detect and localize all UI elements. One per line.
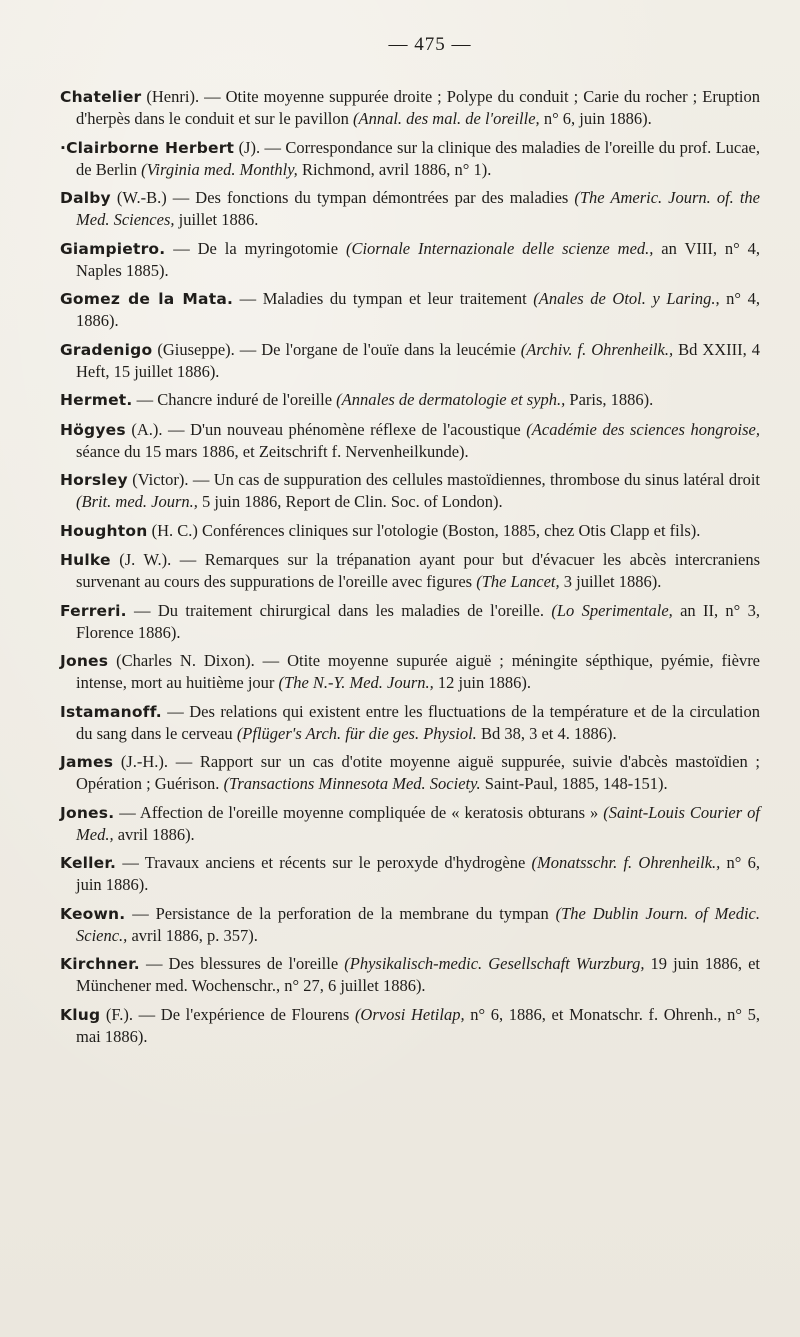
entry-details: n° 4, 1886). bbox=[76, 289, 760, 330]
entry-details: Bd XXIII, 4 Heft, 15 juillet 1886). bbox=[76, 339, 760, 381]
entry-details: Saint-Paul, 1885, 148-151). bbox=[480, 774, 668, 793]
entry-journal: (Transactions Minnesota Med. Society. bbox=[223, 774, 481, 793]
entry-first-name: (J. W.). bbox=[119, 550, 172, 569]
entry-author: Keown. bbox=[60, 904, 126, 923]
entry-author: Klug bbox=[60, 1005, 101, 1024]
entry-journal: (Brit. med. Journ., bbox=[76, 492, 198, 511]
entry-author: Chatelier bbox=[60, 88, 142, 106]
entry-author: Ferreri. bbox=[60, 601, 127, 620]
entry-journal: (The Lancet, bbox=[476, 572, 560, 591]
entry-first-name: (Giuseppe). bbox=[157, 339, 235, 359]
entry-author: Kirchner. bbox=[60, 955, 140, 973]
entry-title: — De la myringotomie bbox=[165, 238, 346, 258]
entry-first-name: (W.-B.) bbox=[116, 188, 167, 207]
bibliography-entry bbox=[60, 802, 760, 845]
entry-author: Giampietro. bbox=[60, 239, 166, 258]
entry-details: avril 1886). bbox=[113, 824, 195, 844]
bibliography-entry bbox=[60, 1004, 760, 1047]
entry-details: juillet 1886. bbox=[174, 210, 259, 229]
page-number: — 475 — bbox=[388, 34, 472, 55]
bibliography-entry bbox=[60, 288, 760, 331]
entry-title: — Remarques sur la trépanation ayant pour but d'évacuer les abcès intercraniens survenant au cours des suppurations de l'oreille avec figures bbox=[76, 550, 760, 591]
entry-author: Hulke bbox=[60, 551, 111, 569]
entry-title: — Des relations qui existent entre les fluctuations de la température et de la circulation du sang dans le cerveau bbox=[76, 701, 760, 743]
entry-details: Richmond, avril 1886, n° 1). bbox=[297, 159, 492, 179]
bibliography-entry bbox=[60, 238, 760, 281]
bibliography-entry bbox=[60, 86, 760, 129]
entry-first-name: (J). bbox=[238, 137, 261, 157]
bibliography-entry bbox=[60, 419, 760, 462]
bibliography-entry bbox=[60, 520, 760, 542]
entry-author: ·Clairborne Herbert bbox=[60, 138, 235, 157]
entry-title: — De l'expérience de Flourens bbox=[133, 1004, 355, 1024]
bibliography-entry bbox=[60, 701, 760, 744]
entry-first-name: (J.-H.). bbox=[120, 752, 169, 771]
entry-title: — Correspondance sur la clinique des maladies de l'oreille du prof. Lucae, de Berlin bbox=[76, 137, 761, 179]
bibliography-entry bbox=[60, 549, 760, 592]
entry-author: Keller. bbox=[60, 854, 117, 872]
entry-journal: (The Americ. Journ. of. the Med. Sciences, bbox=[76, 188, 760, 229]
bibliography-entry bbox=[60, 903, 760, 946]
entry-details: n° 6, 1886, et Monatschr. f. Ohrenh., n° 5, mai 1886). bbox=[76, 1004, 760, 1046]
entry-title: — Persistance de la perforation de la membrane du tympan bbox=[125, 903, 556, 923]
entry-journal: (Archiv. f. Ohrenheilk., bbox=[520, 339, 674, 359]
entry-details: Paris, 1886). bbox=[565, 390, 654, 409]
bibliography-entry bbox=[60, 187, 760, 230]
entry-author: Hermet. bbox=[60, 391, 133, 409]
entry-journal: (Anales de Otol. y Laring., bbox=[533, 289, 720, 308]
entry-journal: (Orvosi Hetilap, bbox=[354, 1004, 465, 1024]
entry-title: — Un cas de suppuration des cellules mastoïdiennes, thrombose du sinus latéral droit bbox=[188, 470, 761, 489]
entry-details: an VIII, n° 4, Naples 1885). bbox=[76, 238, 761, 280]
entry-author: Dalby bbox=[60, 189, 111, 207]
entry-title: — D'un nouveau phénomène réflexe de l'acoustique bbox=[162, 419, 527, 439]
entry-title: — Maladies du tympan et leur traitement bbox=[233, 289, 534, 308]
bibliography-entry bbox=[60, 650, 760, 693]
bibliography-entry bbox=[60, 751, 760, 794]
entry-journal: (Saint-Louis Courier of Med., bbox=[76, 802, 760, 844]
entry-author: Jones. bbox=[60, 803, 115, 822]
entry-title: — Chancre induré de l'oreille bbox=[132, 390, 337, 409]
entry-first-name: (H. C.) bbox=[151, 520, 198, 540]
bibliography-entry bbox=[60, 600, 760, 643]
bibliography-list bbox=[60, 86, 760, 1047]
bibliography-entry bbox=[60, 339, 760, 382]
entry-details: 19 juin 1886, et Münchener med. Wochenschr., n° 27, 6 juillet 1886). bbox=[76, 954, 760, 995]
entry-author: James bbox=[60, 753, 114, 771]
entry-author: Gomez de la Mata. bbox=[60, 290, 234, 308]
entry-title: — Rapport sur un cas d'otite moyenne aiguë suppurée, suivie d'abcès mastoïdien ; Opération ; Guérison. bbox=[76, 752, 761, 793]
entry-title: — Otite moyenne suppurée droite ; Polype du conduit ; Carie du rocher ; Eruption d'herpès dans le conduit et sur le pavillon bbox=[76, 87, 760, 128]
entry-title: — Travaux anciens et récents sur le peroxyde d'hydrogène bbox=[116, 853, 532, 872]
entry-author: Högyes bbox=[60, 420, 126, 439]
entry-author: Gradenigo bbox=[60, 340, 153, 359]
entry-journal: (Académie des sciences hongroise, bbox=[526, 419, 760, 439]
entry-title: — De l'organe de l'ouïe dans la leucémie bbox=[234, 339, 521, 359]
entry-details: n° 6, juin 1886). bbox=[76, 853, 760, 894]
entry-journal: (Ciornale Internazionale delle scienze med., bbox=[345, 238, 654, 258]
entry-journal: (Pflüger's Arch. für die ges. Physiol. bbox=[236, 723, 477, 743]
entry-details: avril 1886, p. 357). bbox=[127, 925, 258, 945]
bibliography-entry bbox=[60, 852, 760, 895]
entry-title: — Des fonctions du tympan démontrées par des maladies bbox=[166, 188, 575, 207]
entry-journal: (Annales de dermatologie et syph., bbox=[336, 390, 566, 409]
entry-details: Bd 38, 3 et 4. 1886). bbox=[476, 723, 617, 743]
entry-author: Jones bbox=[60, 652, 109, 670]
entry-journal: (Annal. des mal. de l'oreille, bbox=[353, 109, 540, 128]
bibliography-entry bbox=[60, 389, 760, 411]
bibliography-entry bbox=[60, 469, 760, 512]
entry-journal: (Physikalisch-medic. Gesellschaft Wurzburg, bbox=[344, 954, 645, 973]
entry-author: Horsley bbox=[60, 471, 128, 489]
entry-details: n° 6, juin 1886). bbox=[539, 109, 652, 128]
entry-author: Istamanoff. bbox=[60, 702, 162, 721]
entry-journal: (The Dublin Journ. of Medic. Scienc., bbox=[76, 903, 760, 945]
entry-first-name: (Victor). bbox=[132, 470, 189, 489]
entry-first-name: (Charles N. Dixon). bbox=[116, 651, 255, 670]
entry-journal: (Lo Sperimentale, bbox=[551, 600, 673, 620]
entry-details: 12 juin 1886). bbox=[433, 673, 531, 692]
entry-title: — Otite moyenne supurée aiguë ; méningite sépthique, pyémie, fièvre intense, mort au huitième jour bbox=[76, 651, 761, 692]
entry-details: séance du 15 mars 1886, et Zeitschrift f. Nervenheilkunde). bbox=[76, 441, 469, 461]
entry-title: — Affection de l'oreille moyenne compliquée de « keratosis obturans » bbox=[114, 802, 604, 822]
entry-details: 3 juillet 1886). bbox=[559, 572, 662, 591]
entry-first-name: (Henri). bbox=[146, 87, 200, 106]
entry-journal: (Virginia med. Monthly, bbox=[141, 159, 298, 179]
bibliography-entry bbox=[60, 137, 760, 180]
entry-title: — Du traitement chirurgical dans les maladies de l'oreille. bbox=[126, 600, 552, 620]
entry-journal: (The N.-Y. Med. Journ., bbox=[278, 673, 434, 692]
entry-first-name: (F.). bbox=[105, 1004, 134, 1024]
entry-title: Conférences cliniques sur l'otologie (Boston, 1885, chez Otis Clapp et fils). bbox=[197, 520, 701, 540]
bibliography-entry bbox=[60, 953, 760, 996]
entry-journal: (Monatsschr. f. Ohrenheilk., bbox=[531, 853, 721, 872]
entry-details: an II, n° 3, Florence 1886). bbox=[76, 600, 760, 642]
entry-title: — Des blessures de l'oreille bbox=[139, 954, 345, 973]
entry-first-name: (A.). bbox=[131, 419, 163, 439]
entry-author: Houghton bbox=[60, 521, 148, 540]
entry-details: 5 juin 1886, Report de Clin. Soc. of London). bbox=[197, 492, 503, 511]
